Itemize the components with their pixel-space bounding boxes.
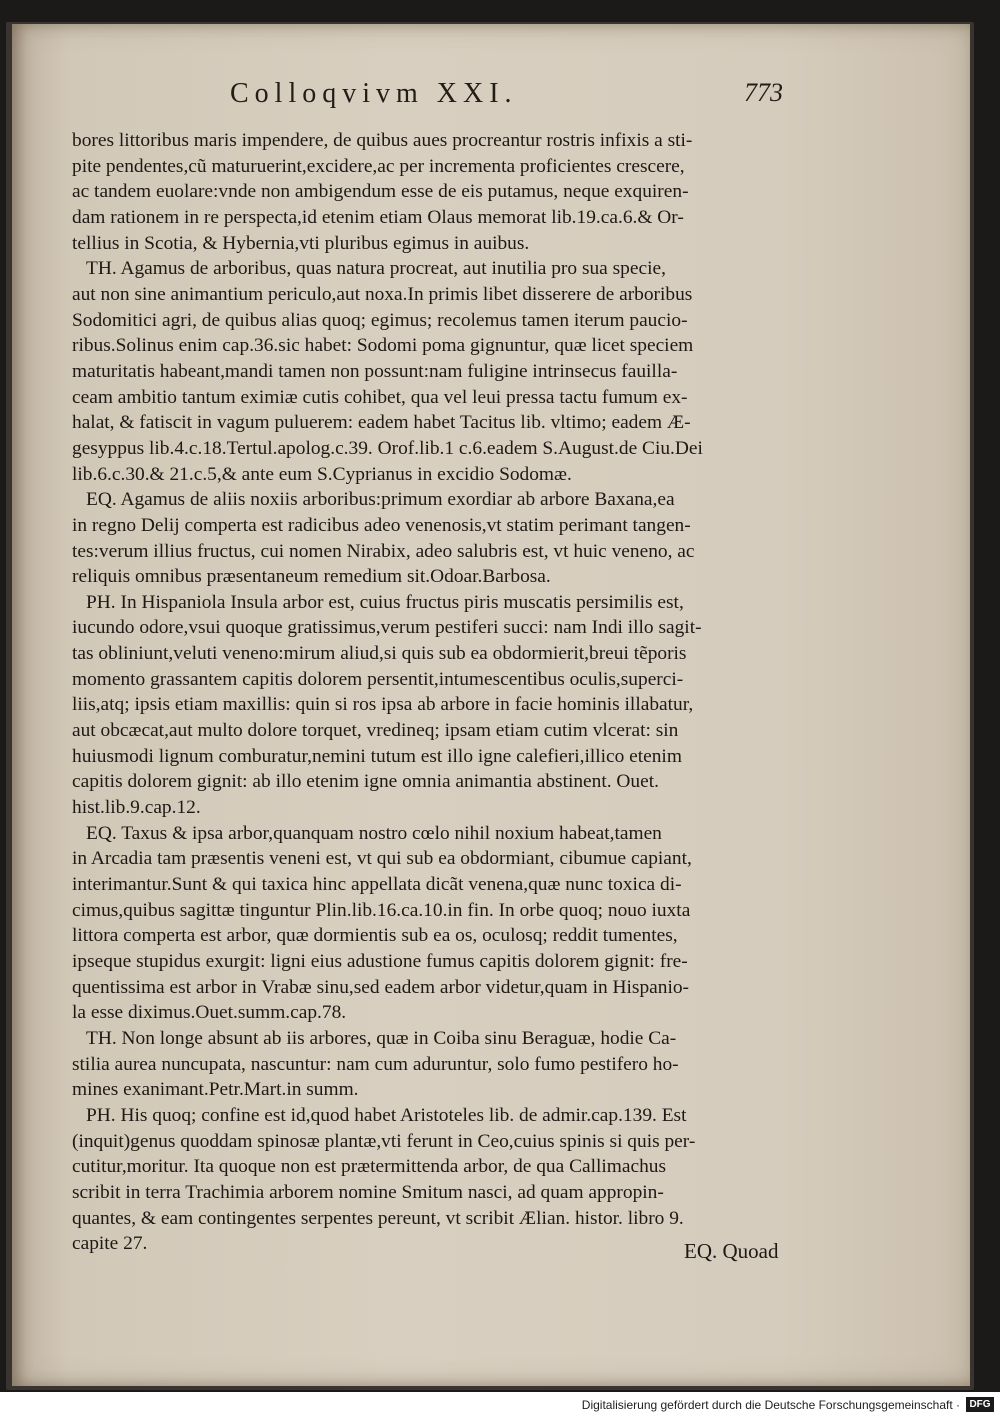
text-line: Sodomitici agri, de quibus alias quoq; egimus; recolemus tamen iterum paucio- [72, 309, 688, 331]
text-line: littora comperta est arbor, quæ dormientis sub ea os, oculosq; reddit tumentes, [72, 925, 678, 947]
text-line: TH. Agamus de arboribus, quas natura procreat, aut inutilia pro sua specie, [86, 258, 666, 280]
running-title: Colloqvivm XXI. [230, 78, 518, 109]
text-line: PH. His quoq; confine est id,quod habet Aristoteles lib. de admir.cap.139. Est [86, 1104, 687, 1126]
text-line: stilia aurea nuncupata, nascuntur: nam cum aduruntur, solo fumo pestifero ho- [72, 1053, 679, 1075]
text-line: cimus,quibus sagittæ tinguntur Plin.lib.16.ca.10.in fin. In orbe quoq; nouo iuxta [72, 899, 691, 921]
text-line: tes:verum illius fructus, cui nomen Nirabix, adeo salubris est, vt huic veneno, ac [72, 540, 695, 562]
text-line: dam rationem in re perspecta,id etenim etiam Olaus memorat lib.19.ca.6.& Or- [72, 206, 684, 228]
text-line: ac tandem euolare:vnde non ambigendum esse de eis putamus, neque exquiren- [72, 181, 689, 203]
text-line: aut obcæcat,aut multo dolore torquet, vredineq; ipsam etiam cutim vlcerat: sin [72, 720, 679, 742]
text-line: EQ. Taxus & ipsa arbor,quanquam nostro cœlo nihil noxium habeat,tamen [86, 822, 662, 844]
text-line: ceam ambitio tantum eximiæ cutis cohibet, qua vel leui pressa tactu fumum ex- [72, 386, 688, 408]
text-line: in Arcadia tam præsentis veneni est, vt qui sub ea obdormiant, cibumue capiant, [72, 848, 692, 870]
text-line: scribit in terra Trachimia arborem nomine Smitum nasci, ad quam appropin- [72, 1181, 664, 1203]
text-line: tas obliniunt,veluti veneno:mirum aliud,si quis sub ea obdormierit,breui tẽporis [72, 643, 687, 665]
text-line: quantes, & eam contingentes serpentes pereunt, vt scribit Ælian. histor. libro 9. [72, 1207, 684, 1229]
text-line: reliquis omnibus præsentaneum remedium sit.Odoar.Barbosa. [72, 566, 551, 588]
text-line: interimantur.Sunt & qui taxica hinc appellata dicãt venena,quæ nunc toxica di- [72, 874, 682, 896]
text-line: pite pendentes,cũ maturuerint,excidere,ac per incrementa proficientes crescere, [72, 155, 685, 177]
text-line: tellius in Scotia, & Hybernia,vti pluribus egimus in auibus. [72, 232, 530, 254]
digitization-footer [0, 1392, 1000, 1419]
page-header [12, 78, 970, 118]
text-line: maturitatis habeant,mandi tamen non possunt:nam fuligine intrinsecus fauilla- [72, 360, 678, 382]
text-line: EQ. Agamus de aliis noxiis arboribus:primum exordiar ab arbore Baxana,ea [86, 489, 675, 511]
text-line: cutitur,moritur. Ita quoque non est prætermittenda arbor, de qua Callimachus [72, 1156, 667, 1178]
text-line: lib.6.c.30.& 21.c.5,& ante eum S.Cyprianus in excidio Sodomæ. [72, 463, 572, 485]
text-line: ipseque stupidus exurgit: ligni eius adustione fumus capitis dolorem gignit: fre- [72, 951, 688, 972]
text-line: in regno Delij comperta est radicibus adeo venenosis,vt statim perimant tangen- [72, 514, 691, 536]
catchword: EQ. Quoad [684, 1239, 779, 1263]
text-line: ribus.Solinus enim cap.36.sic habet: Sodomi poma gignuntur, quæ licet speciem [72, 335, 694, 357]
text-line: iucundo odore,vsui quoque gratissimus,verum pestiferi succi: nam Indi illo sagit- [72, 617, 702, 639]
dfg-logo: DFG [966, 1397, 994, 1412]
text-line: aut non sine animantium periculo,aut noxa.In primis libet disserere de arboribus [72, 283, 693, 305]
book-page [12, 24, 970, 1386]
text-line: quentissima est arbor in Vrabæ sinu,sed eadem arbor videtur,quam in Hispanio- [72, 976, 689, 998]
text-line: bores littoribus maris impendere, de quibus aues procreantur rostris infixis a sti- [72, 130, 693, 151]
text-line: la esse diximus.Ouet.summ.cap.78. [72, 1002, 347, 1024]
text-line: TH. Non longe absunt ab iis arbores, quæ in Coiba sinu Beraguæ, hodie Ca- [86, 1027, 677, 1049]
text-line: PH. In Hispaniola Insula arbor est, cuius fructus piris muscatis persimilis est, [86, 591, 684, 613]
text-line: halat, & fatiscit in vagum puluerem: eadem habet Tacitus lib. vltimo; eadem Æ- [72, 412, 691, 434]
text-line: gesyppus lib.4.c.18.Tertul.apolog.c.39. Orof.lib.1 c.6.eadem S.August.de Ciu.Dei [72, 437, 703, 459]
text-line: capite 27. [72, 1233, 148, 1255]
page-number: 773 [744, 78, 783, 107]
text-line: mines exanimant.Petr.Mart.in summ. [72, 1079, 359, 1101]
body-text [72, 128, 816, 1257]
text-line: (inquit)genus quoddam spinosæ plantæ,vti ferunt in Ceo,cuius spinis si quis per- [72, 1130, 696, 1152]
text-line: momento grassantem capitis dolorem persentit,intumescentibus oculis,superci- [72, 668, 684, 690]
text-line: capitis dolorem gignit: ab illo etenim igne omnia animantia abstinent. Ouet. [72, 771, 659, 793]
text-line: hist.lib.9.cap.12. [72, 797, 201, 819]
text-line: huiusmodi lignum comburatur,nemini tutum est illo igne calefieri,illico etenim [72, 745, 682, 767]
funding-credit: Digitalisierung gefördert durch die Deutsche Forschungsgemeinschaft · [581, 1398, 960, 1412]
text-line: liis,atq; ipsis etiam maxillis: quin si ros ipsa ab arbore in facie hominis illabatur, [72, 694, 694, 716]
